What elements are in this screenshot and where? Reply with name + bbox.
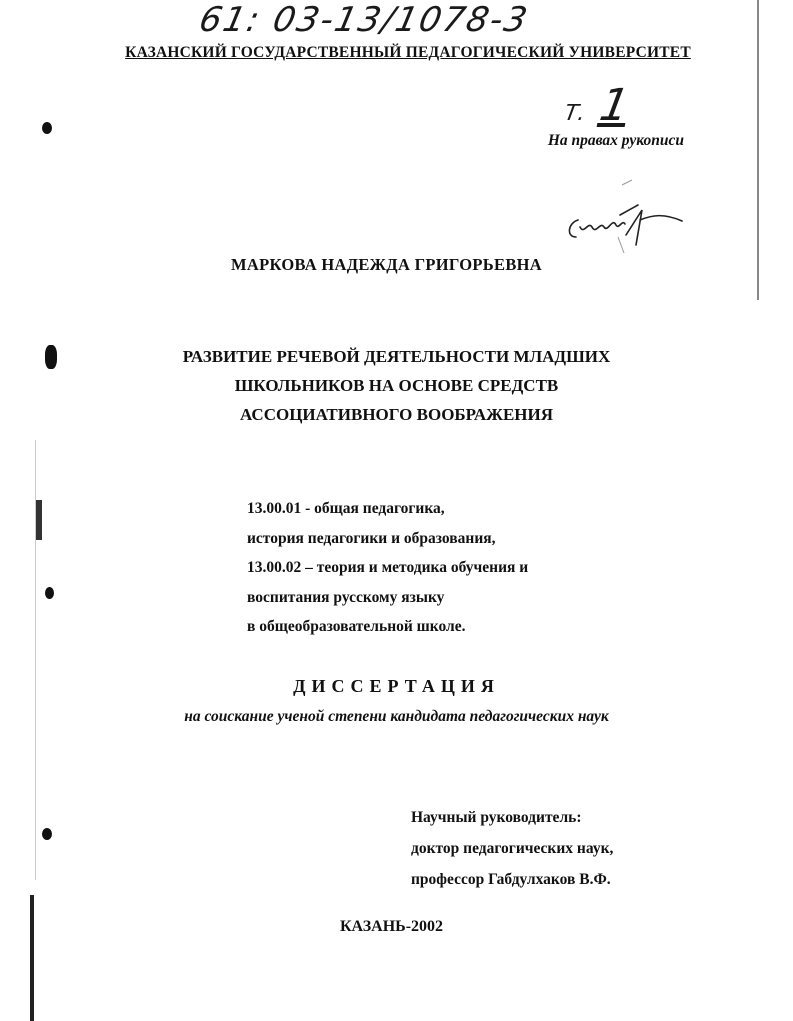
specialty-line: 13.00.01 - общая педагогика, [247, 500, 445, 517]
document-type: ДИССЕРТАЦИЯ [293, 676, 500, 696]
specialty-line: 13.00.02 – теория и методика обучения и [247, 559, 529, 576]
specialty-line: в общеобразовательной школе. [247, 618, 466, 635]
title-line: РАЗВИТИЕ РЕЧЕВОЙ ДЕЯТЕЛЬНОСТИ МЛАДШИХ [182, 347, 611, 366]
punch-hole-mark [45, 587, 54, 599]
supervisor-block [411, 802, 613, 895]
punch-hole-mark [42, 828, 52, 840]
scan-edge-line [36, 500, 42, 540]
archive-number: 61: 03-13/1078-3 [195, 0, 533, 40]
supervisor-line: доктор педагогических наук, [411, 840, 614, 857]
scan-edge-line [30, 895, 34, 1021]
specialty-line: воспитания русскому языку [247, 588, 445, 606]
specialty-line: история педагогики и образования, [247, 529, 496, 547]
supervisor-line: профессор Габдулхаков В.Ф. [411, 871, 611, 888]
author-name: МАРКОВА НАДЕЖДА ГРИГОРЬЕВНА [231, 255, 542, 274]
volume-mark-prefix: Т. [562, 101, 588, 126]
title-line: ШКОЛЬНИКОВ НА ОСНОВЕ СРЕДСТВ [234, 376, 559, 395]
volume-mark-number: 1 [595, 80, 633, 131]
volume-mark [562, 80, 633, 131]
university-name: КАЗАНСКИЙ ГОСУДАРСТВЕННЫЙ ПЕДАГОГИЧЕСКИЙ УНИВЕРСИТЕТ [125, 44, 691, 61]
degree-line: на соискание ученой степени кандидата педагогических наук [184, 708, 609, 725]
specialty-block [247, 494, 528, 642]
city-year: КАЗАНЬ-2002 [339, 918, 444, 935]
dissertation-title [0, 342, 793, 429]
punch-hole-mark [42, 122, 52, 134]
title-line: АССОЦИАТИВНОГО ВООБРАЖЕНИЯ [239, 405, 554, 424]
manuscript-note: На правах рукописи [547, 132, 684, 149]
supervisor-line: Научный руководитель: [411, 809, 582, 826]
